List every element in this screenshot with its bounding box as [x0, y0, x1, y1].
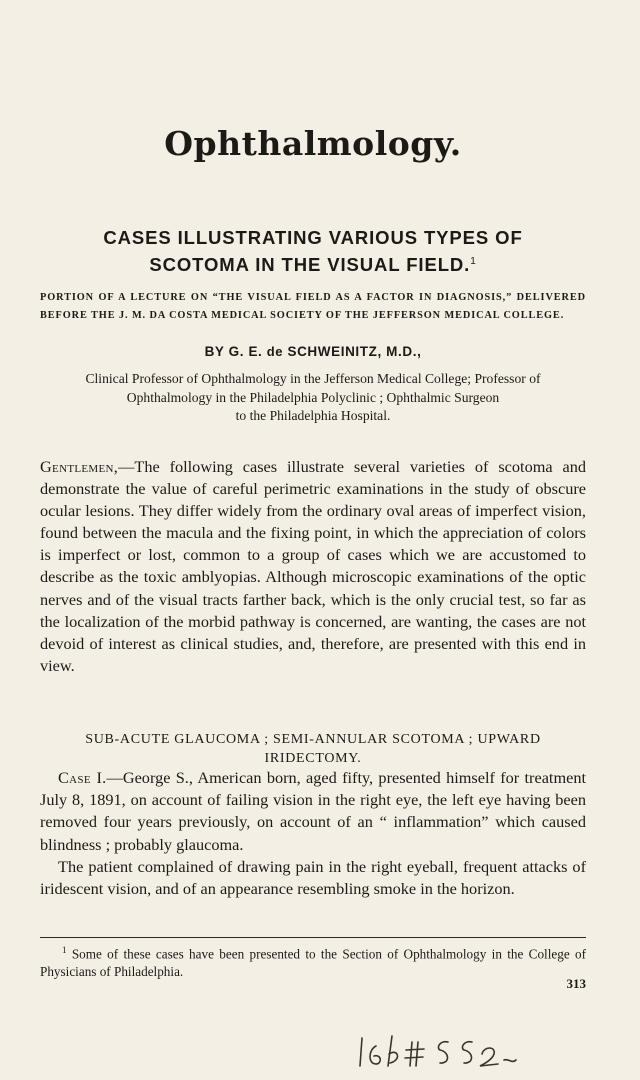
author-particle: de — [266, 344, 284, 359]
affiliation-line-2: Ophthalmology in the Philadelphia Polyclinic ; Ophthalmic Surgeon — [126, 389, 500, 405]
affiliation-line-1: Clinical Professor of Ophthalmology in the Jefferson Medical College; Professor of — [85, 371, 541, 386]
intro-text: —The following cases illustrate several varieties of scotoma and demonstrate the value of careful perimetric examinations in the study of obscure ocular lesions. They differ widely from the ordinary oval areas of imperfect vision, found between the macula and the fixing point, in which the appreciation of colors is imperfect or lost, common to a group of cases which we are accustomed to describe as the toxic amblyopias. Although microscopic examinations of the optic nerves and of the visual tracts farther back, which is the only crucial test, so far as the localization of the morbid pathway is concerned, are wanting, the cases are not devoid of interest as clinical studies, and, therefore, are presented with this end in view. — [40, 457, 586, 675]
article-title-line-1: CASES ILLUSTRATING VARIOUS TYPES OF — [103, 227, 523, 248]
author-prefix: BY G. E. — [204, 344, 267, 359]
footnote — [40, 942, 586, 980]
lecture-subtitle: PORTION OF A LECTURE ON “THE VISUAL FIELD AS A FACTOR IN DIAGNOSIS,” DELIVERED BEFORE THE J. M. DA COSTA MEDICAL SOCIETY OF THE JEFFERSON MEDICAL COLLEGE. — [40, 292, 586, 321]
section-title: Ophthalmology. — [164, 124, 462, 163]
intro-paragraph — [40, 456, 586, 677]
case-1 — [40, 767, 586, 900]
case-heading — [40, 731, 586, 768]
handwritten-shelfmark — [356, 1030, 556, 1070]
title-footnote-marker: 1 — [470, 256, 477, 267]
article-title — [40, 226, 586, 277]
case-1-paragraph-2: The patient complained of drawing pain in the right eyeball, frequent attacks of iridescent vision, and of an appearance resembling smoke in the horizon. — [40, 856, 586, 899]
article-title-line-2 — [40, 250, 586, 277]
author-line — [40, 344, 586, 359]
author-name: SCHWEINITZ, M.D., — [283, 344, 422, 359]
case-1-text: —George S., American born, aged fifty, presented himself for treatment July 8, 1891, on account of failing vision in the right eye, the left eye having been removed four years previously, on account of an “ inflammation” which caused blindness ; probably glaucoma. — [40, 768, 587, 854]
affiliation-line-3: to the Philadelphia Hospital. — [235, 408, 391, 423]
page-number: 313 — [566, 976, 586, 991]
footnote-paragraph — [40, 942, 586, 980]
case-1-paragraph-1 — [40, 767, 586, 856]
case-1-label: Case I. — [58, 768, 107, 787]
author-affiliation — [40, 370, 586, 426]
case-heading-line-1: SUB-ACUTE GLAUCOMA ; SEMI-ANNULAR SCOTOMA ; UPWARD — [85, 732, 541, 747]
footnote-marker: 1 — [62, 945, 67, 955]
footnote-text: Some of these cases have been presented to the Section of Ophthalmology in the College of Physicians of Philadelphia. — [40, 946, 586, 979]
footnote-rule — [40, 937, 586, 938]
article-title-line-2-text: SCOTOMA IN THE VISUAL FIELD. — [149, 254, 471, 276]
salutation: Gentlemen, — [40, 457, 119, 476]
case-heading-line-2: IRIDECTOMY. — [264, 750, 362, 766]
